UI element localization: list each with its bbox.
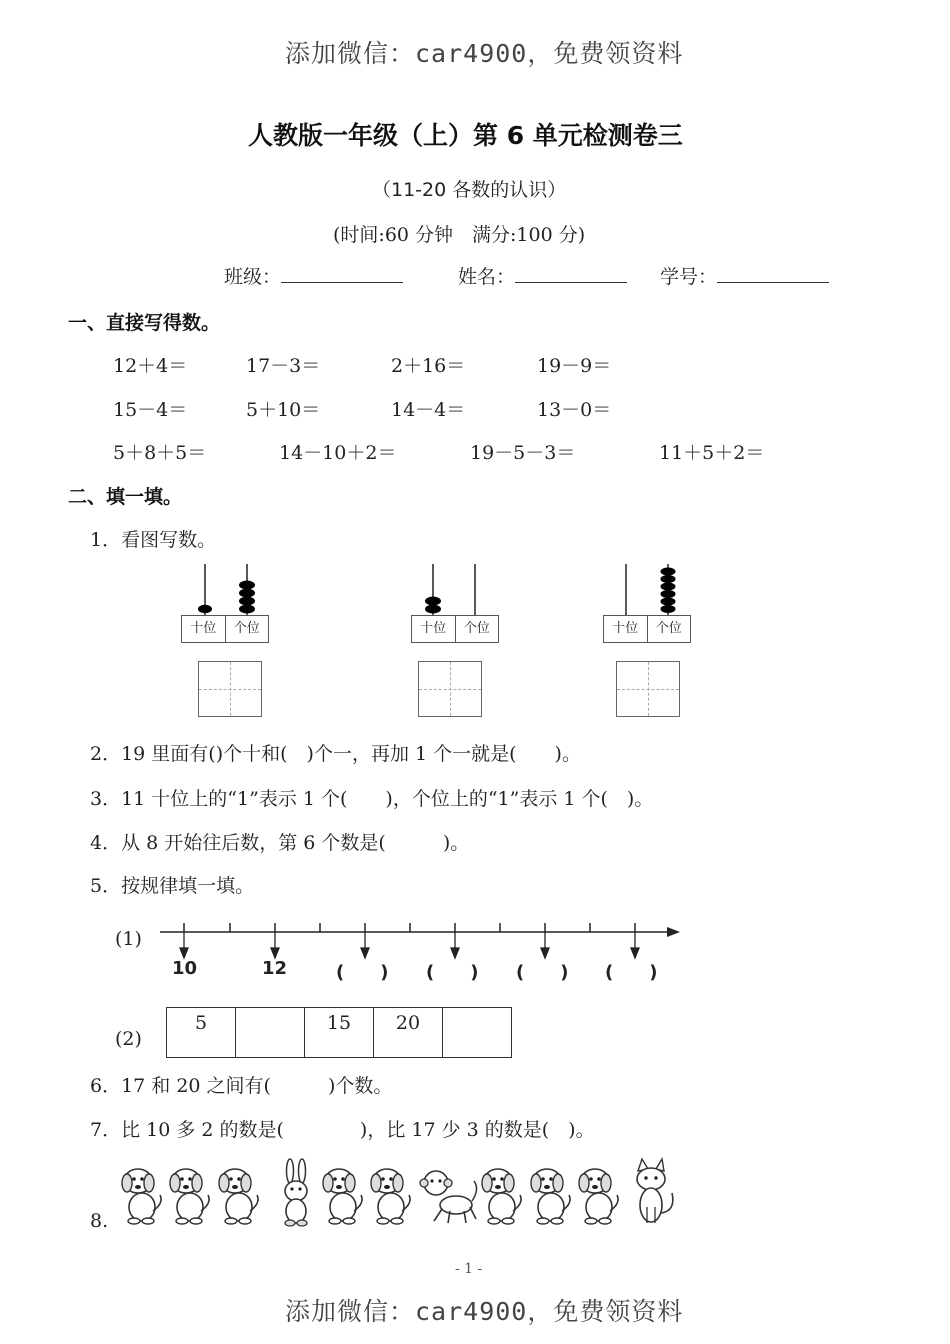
q5-part2-label: (2)	[115, 1028, 142, 1050]
problem: 14－4＝	[391, 399, 466, 421]
question-1: 1．看图写数。	[90, 529, 217, 551]
id-label: 学号：	[660, 266, 718, 288]
watermark-top: 添加微信：car4900，免费领资料	[285, 39, 684, 68]
rabbit-figure	[285, 1159, 307, 1226]
question-6: 6．17 和 20 之间有( )个数。	[90, 1075, 393, 1097]
dog-figure	[371, 1169, 410, 1224]
sequence-cell: 20	[374, 1008, 443, 1058]
bead	[239, 597, 255, 606]
dog-figure	[122, 1169, 161, 1224]
bead	[239, 589, 255, 598]
number-line-blank[interactable]: ( )	[336, 962, 389, 983]
bead	[198, 605, 212, 613]
ones-label: 个位	[647, 616, 691, 642]
class-field	[224, 262, 403, 289]
problem: 2＋16＝	[391, 355, 466, 377]
tens-label: 十位	[420, 621, 447, 636]
problem: 17－3＝	[246, 355, 321, 377]
number-line-label: 12	[262, 958, 288, 979]
abacus-1	[182, 562, 270, 616]
page-number: - 1 -	[455, 1261, 483, 1277]
bead	[425, 605, 441, 614]
dog-figure	[219, 1169, 258, 1224]
dog-figure	[482, 1169, 521, 1224]
id-field	[660, 262, 829, 289]
sequence-cell: 5	[167, 1008, 236, 1058]
abacus-3	[603, 562, 691, 616]
answer-box[interactable]	[418, 661, 482, 717]
question-8: 8.	[90, 1210, 109, 1232]
cat-figure	[637, 1159, 673, 1223]
number-line-label: 10	[172, 958, 198, 979]
name-field	[458, 262, 627, 289]
ones-label: 个位	[455, 616, 499, 642]
tens-label: 十位	[190, 621, 217, 636]
abacus-2	[411, 562, 499, 616]
problem: 13－0＝	[537, 399, 612, 421]
bead	[239, 605, 255, 614]
sequence-cell-blank[interactable]	[443, 1008, 512, 1058]
tens-label: 十位	[612, 621, 639, 636]
page-subtitle: （11-20 各数的认识）	[372, 179, 567, 201]
ones-label: 个位	[225, 616, 269, 642]
page-title: 人教版一年级（上）第 6 单元检测卷三	[248, 121, 683, 150]
section2-heading: 二、填一填。	[68, 486, 183, 508]
problem: 15－4＝	[113, 399, 188, 421]
bead	[661, 598, 676, 606]
section1-heading: 一、直接写得数。	[68, 312, 221, 334]
dog-figure	[579, 1169, 618, 1224]
problem: 12＋4＝	[113, 355, 188, 377]
bead	[661, 590, 676, 598]
bead	[239, 581, 255, 590]
problem: 11＋5＋2＝	[659, 442, 765, 464]
question-7: 7．比 10 多 2 的数是( )，比 17 少 3 的数是( )。	[90, 1119, 595, 1141]
sequence-table	[166, 1007, 512, 1058]
abacus-1-labels	[181, 615, 269, 643]
problem: 14－10＋2＝	[279, 442, 397, 464]
problem: 5＋8＋5＝	[113, 442, 207, 464]
monkey-figure	[420, 1171, 477, 1223]
bead	[661, 583, 676, 591]
dog-figure	[170, 1169, 209, 1224]
bead	[661, 575, 676, 583]
answer-box[interactable]	[616, 661, 680, 717]
number-line-blank[interactable]: ( )	[426, 962, 479, 983]
abacus-3-labels	[603, 615, 691, 643]
question-2: 2．19 里面有()个十和( )个一，再加 1 个一就是( )。	[90, 743, 581, 765]
sequence-cell: 15	[305, 1008, 374, 1058]
bead	[425, 597, 441, 606]
watermark-bottom: 添加微信：car4900，免费领资料	[285, 1297, 684, 1326]
sequence-cell-blank[interactable]	[236, 1008, 305, 1058]
answer-box[interactable]	[198, 661, 262, 717]
question-3: 3．11 十位上的“1”表示 1 个( )，个位上的“1”表示 1 个( )。	[90, 788, 654, 810]
bead	[661, 605, 676, 613]
problem: 19－9＝	[537, 355, 612, 377]
name-label: 姓名：	[458, 266, 516, 288]
number-line-blank[interactable]: ( )	[516, 962, 569, 983]
bead	[661, 568, 676, 576]
q5-part1-label: (1)	[115, 928, 142, 950]
class-label: 班级：	[224, 266, 282, 288]
animal-row	[120, 1155, 685, 1227]
number-line-blank[interactable]: ( )	[605, 962, 658, 983]
question-4: 4．从 8 开始往后数，第 6 个数是( )。	[90, 832, 470, 854]
question-5: 5．按规律填一填。	[90, 875, 255, 897]
problem: 19－5－3＝	[470, 442, 576, 464]
exam-meta: (时间:60 分钟 满分:100 分)	[333, 224, 586, 246]
problem: 5＋10＝	[246, 399, 321, 421]
dog-figure	[323, 1169, 362, 1224]
dog-figure	[531, 1169, 570, 1224]
abacus-2-labels	[411, 615, 499, 643]
